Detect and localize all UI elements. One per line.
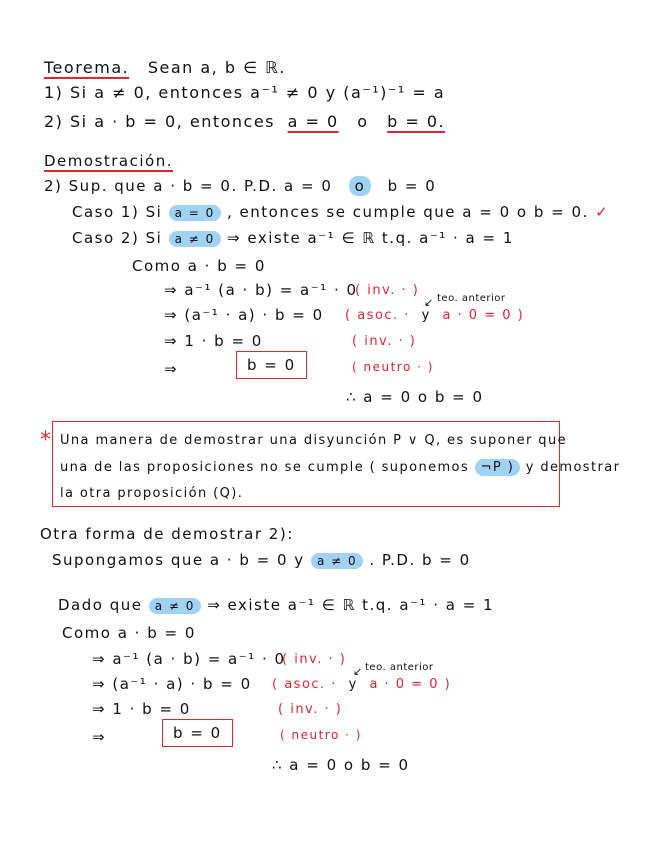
alt-step-2-reason (272, 677, 451, 692)
alt-step-3: ⇒ 1 · b = 0 (92, 700, 191, 718)
alt-dado-rest: ⇒ existe a⁻¹ ∈ ℝ t.q. a⁻¹ · a = 1 (207, 596, 495, 614)
asterisk-icon: * (40, 428, 51, 453)
proof-step-2-teo: a · 0 = 0 ) (442, 308, 525, 323)
alt-step-1: ⇒ a⁻¹ (a · b) = a⁻¹ · 0 (92, 650, 286, 668)
note-line-2-end: y demostrar (525, 460, 621, 475)
alt-step-2-asoc: ( asoc. · (272, 677, 337, 692)
alt-result-box: b = 0 (162, 719, 233, 747)
proof-step-4-arrow: ⇒ (164, 360, 179, 378)
proof-case-2-label: Caso 2) Si (72, 229, 163, 247)
alt-como: Como a · b = 0 (62, 624, 196, 642)
proof-case-1-label: Caso 1) Si (72, 203, 163, 221)
proof-step-4-reason: ( neutro · ) (352, 360, 434, 374)
alt-step-3-reason: ( inv. · ) (278, 702, 343, 717)
proof-step-1-reason: ( inv. · ) (355, 283, 420, 298)
note-line-1: Una manera de demostrar una disyunción P ∨ Q, es suponer que (60, 433, 567, 448)
theorem-item-2-or: o (357, 112, 369, 131)
arrow-icon: ↙ (353, 665, 363, 678)
proof-step-2: ⇒ (a⁻¹ · a) · b = 0 (164, 306, 324, 324)
theorem-label: Teorema. (44, 58, 130, 77)
proof-step-1: ⇒ a⁻¹ (a · b) = a⁻¹ · 0 (164, 281, 358, 299)
note-line-2-highlight: ¬P ) (475, 459, 521, 476)
proof-line-1-or: o (349, 176, 372, 196)
proof-step-2-asoc: ( asoc. · (345, 308, 410, 323)
proof-case-2-highlight: a ≠ 0 (169, 231, 221, 247)
alt-step-4-arrow: ⇒ (92, 728, 107, 746)
alt-suppose (52, 551, 471, 569)
proof-conclusion: ∴ a = 0 o b = 0 (346, 388, 484, 406)
proof-line-1-b: b = 0 (387, 177, 437, 195)
theorem-item-2-text: 2) Si a · b = 0, entonces (44, 112, 282, 131)
alt-conclusion: ∴ a = 0 o b = 0 (272, 756, 410, 774)
note-line-2 (60, 460, 620, 475)
alt-teo-note: teo. anterior (365, 662, 434, 673)
proof-como: Como a · b = 0 (132, 257, 266, 275)
alt-step-2-teo: a · 0 = 0 ) (369, 677, 452, 692)
alt-suppose-text: Supongamos que a · b = 0 y (52, 551, 305, 569)
check-icon: ✓ (595, 203, 610, 221)
alt-title: Otra forma de demostrar 2): (40, 525, 294, 543)
proof-teo-note: teo. anterior (437, 293, 506, 304)
alt-suppose-highlight: a ≠ 0 (311, 553, 363, 569)
proof-step-3: ⇒ 1 · b = 0 (164, 332, 263, 350)
note-line-2-text: una de las proposiciones no se cumple ( suponemos (60, 460, 470, 475)
theorem-intro: Sean a, b ∈ ℝ. (147, 58, 286, 77)
proof-heading (44, 152, 173, 170)
theorem-item-1: 1) Si a ≠ 0, entonces a⁻¹ ≠ 0 y (a⁻¹)⁻¹ = a (44, 83, 446, 102)
alt-suppose-pd: . P.D. b = 0 (369, 551, 471, 569)
proof-step-3-reason: ( inv. · ) (352, 334, 417, 349)
proof-line-1-text: 2) Sup. que a · b = 0. P.D. a = 0 (44, 177, 333, 195)
alt-step-2: ⇒ (a⁻¹ · a) · b = 0 (92, 675, 252, 693)
proof-step-2-y: y (421, 308, 431, 323)
proof-case-1 (72, 203, 609, 221)
alt-dado (58, 596, 494, 614)
theorem-item-2-a: a = 0 (287, 112, 339, 131)
arrow-icon: ↙ (424, 296, 434, 309)
alt-dado-highlight: a ≠ 0 (149, 598, 201, 614)
alt-step-1-reason: ( inv. · ) (282, 652, 347, 667)
alt-dado-text: Dado que (58, 596, 143, 614)
proof-line-1 (44, 177, 436, 195)
alt-step-4-reason: ( neutro · ) (280, 728, 362, 742)
proof-case-1-text: , entonces se cumple que a = 0 o b = 0. (227, 203, 589, 221)
alt-step-2-y: y (348, 677, 358, 692)
note-line-3: la otra proposición (Q). (60, 486, 244, 501)
theorem-item-2 (44, 112, 445, 131)
proof-case-2-text: ⇒ existe a⁻¹ ∈ ℝ t.q. a⁻¹ · a = 1 (227, 229, 514, 247)
theorem-heading (44, 58, 286, 77)
proof-result-box: b = 0 (236, 351, 307, 379)
proof-label: Demostración. (44, 152, 173, 170)
proof-case-2 (72, 229, 514, 247)
theorem-item-2-b: b = 0. (387, 112, 446, 131)
proof-case-1-highlight: a = 0 (169, 205, 221, 221)
proof-step-2-reason (345, 308, 524, 323)
